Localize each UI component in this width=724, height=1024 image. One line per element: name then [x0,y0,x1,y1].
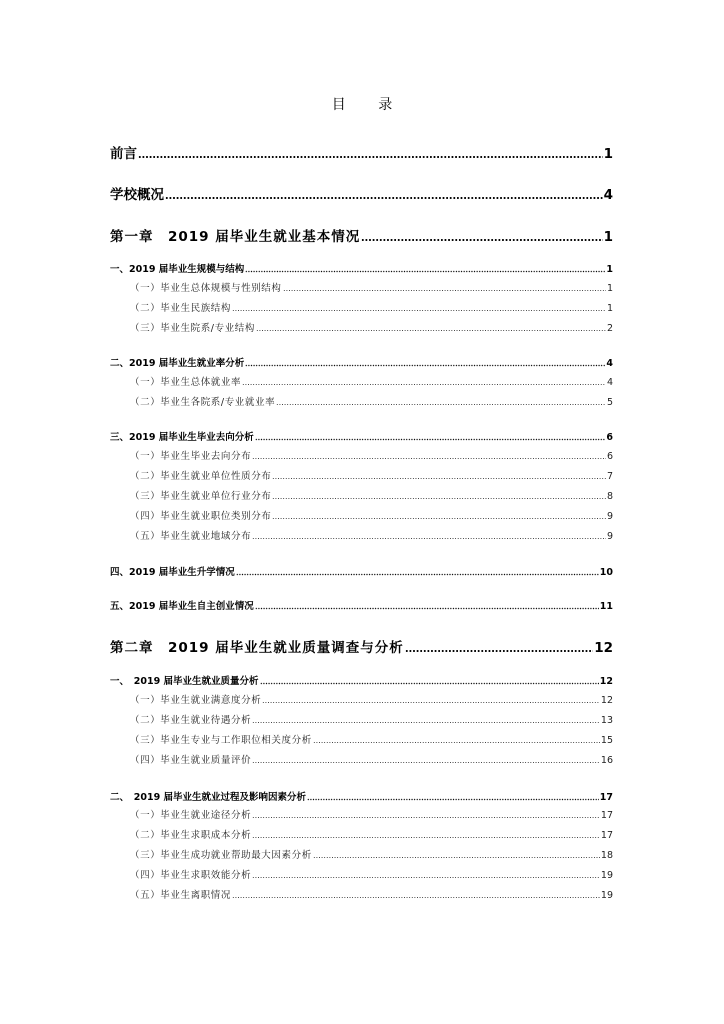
toc-entry-page: 1 [603,146,613,162]
leader-dots [245,363,605,367]
leader-dots [252,536,606,540]
toc-entry-subsection[interactable] [130,712,613,726]
leader-dots [252,720,600,724]
leader-dots [256,328,606,332]
leader-dots [252,835,600,839]
toc-entry-label: （二）毕业生各院系/专业就业率 [130,397,276,408]
toc-entry-chapter-2[interactable] [110,636,613,656]
toc-entry-label: （一）毕业生就业满意度分析 [130,695,262,706]
toc-entry-page: 1 [606,283,613,294]
toc-entry-page: 2 [606,323,613,334]
toc-entry-section[interactable] [110,355,613,369]
toc-entry-label: 一、 2019 届毕业生就业质量分析 [110,676,259,687]
leader-dots [242,382,606,386]
toc-entry-page: 12 [599,676,613,687]
toc-entry-label: 学校概况 [110,187,164,203]
toc-entry-page: 1 [606,264,613,275]
toc-entry-page: 10 [599,567,613,578]
toc-entry-label: （五）毕业生离职情况 [130,890,232,901]
toc-entry-label: 二、2019 届毕业生就业率分析 [110,358,245,369]
toc-entry-page: 4 [606,358,613,369]
toc-entry-school-overview[interactable] [110,183,613,203]
toc-entry-subsection[interactable] [130,448,613,462]
toc-entry-page: 13 [600,715,613,726]
leader-dots [236,572,599,576]
toc-entry-label: （四）毕业生就业职位类别分布 [130,511,272,522]
leader-dots [272,496,606,500]
toc-entry-section[interactable] [110,564,613,578]
toc-entry-label: （一）毕业生就业途径分析 [130,810,252,821]
toc-entry-chapter-1[interactable] [110,225,613,245]
toc-entry-subsection[interactable] [130,732,613,746]
leader-dots [276,402,606,406]
toc-entry-label: 三、2019 届毕业生毕业去向分析 [110,432,254,443]
toc-entry-subsection[interactable] [130,807,613,821]
leader-dots [245,269,605,273]
toc-entry-page: 1 [606,303,613,314]
leader-dots [405,649,593,653]
toc-entry-page: 9 [606,531,613,542]
toc-entry-page: 12 [600,695,613,706]
toc-entry-label: （四）毕业生就业质量评价 [130,755,252,766]
toc-entry-subsection[interactable] [130,867,613,881]
leader-dots [272,516,606,520]
leader-dots [255,606,599,610]
leader-dots [313,740,600,744]
leader-dots [252,760,600,764]
toc-entry-subsection[interactable] [130,280,613,294]
toc-entry-page: 9 [606,511,613,522]
toc-entry-section[interactable] [110,673,613,687]
toc-entry-page: 15 [600,735,613,746]
toc-entry-subsection[interactable] [130,468,613,482]
toc-entry-subsection[interactable] [130,320,613,334]
toc-entry-page: 4 [603,187,613,203]
toc-entry-label: 前言 [110,146,137,162]
leader-dots [165,196,603,200]
toc-entry-subsection[interactable] [130,827,613,841]
toc-entry-section[interactable] [110,598,613,612]
toc-entry-subsection[interactable] [130,847,613,861]
toc-entry-section[interactable] [110,261,613,275]
leader-dots [252,456,606,460]
leader-dots [252,815,600,819]
toc-entry-page: 4 [606,377,613,388]
leader-dots [260,681,599,685]
toc-entry-subsection[interactable] [130,488,613,502]
toc-entry-label: （一）毕业生总体规模与性别结构 [130,283,282,294]
toc-entry-label: 第二章 2019 届毕业生就业质量调查与分析 [110,640,404,656]
toc-entry-label: （四）毕业生求职效能分析 [130,870,252,881]
toc-entry-page: 17 [600,810,613,821]
toc-entry-subsection[interactable] [130,887,613,901]
toc-entry-preface[interactable] [110,142,613,162]
toc-entry-subsection[interactable] [130,752,613,766]
toc-entry-page: 6 [606,432,613,443]
toc-entry-subsection[interactable] [130,394,613,408]
toc-entry-subsection[interactable] [130,300,613,314]
leader-dots [232,308,606,312]
toc-entry-page: 19 [600,890,613,901]
toc-entry-label: （一）毕业生总体就业率 [130,377,242,388]
toc-entry-page: 16 [600,755,613,766]
leader-dots [272,476,606,480]
toc-entry-label: （二）毕业生求职成本分析 [130,830,252,841]
toc-entry-page: 17 [599,792,613,803]
toc-entry-page: 12 [594,640,613,656]
toc-entry-label: （一）毕业生毕业去向分布 [130,451,252,462]
toc-entry-page: 5 [606,397,613,408]
leader-dots [313,855,600,859]
toc-entry-label: （三）毕业生成功就业帮助最大因素分析 [130,850,312,861]
toc-entry-section[interactable] [110,429,613,443]
toc-entry-page: 8 [606,491,613,502]
leader-dots [138,155,603,159]
toc-entry-label: 二、 2019 届毕业生就业过程及影响因素分析 [110,792,306,803]
leader-dots [232,895,600,899]
toc-title: 目 录 [331,97,407,113]
toc-entry-page: 1 [603,229,613,245]
toc-entry-label: （二）毕业生就业单位性质分布 [130,471,272,482]
toc-entry-page: 18 [600,850,613,861]
leader-dots [262,700,600,704]
toc-entry-label: 第一章 2019 届毕业生就业基本情况 [110,229,361,245]
toc-entry-label: 一、2019 届毕业生规模与结构 [110,264,245,275]
toc-entry-subsection[interactable] [130,692,613,706]
leader-dots [283,288,606,292]
toc-entry-page: 19 [600,870,613,881]
toc-entry-subsection[interactable] [130,374,613,388]
toc-entry-label: 四、2019 届毕业生升学情况 [110,567,235,578]
toc-entry-label: （二）毕业生民族结构 [130,303,232,314]
toc-entry-page: 17 [600,830,613,841]
toc-entry-label: （三）毕业生院系/专业结构 [130,323,256,334]
toc-entry-label: （五）毕业生就业地域分布 [130,531,252,542]
toc-entry-section[interactable] [110,789,613,803]
toc-entry-subsection[interactable] [130,508,613,522]
toc-entry-page: 7 [606,471,613,482]
toc-entry-label: （三）毕业生专业与工作职位相关度分析 [130,735,312,746]
toc-entry-label: （三）毕业生就业单位行业分布 [130,491,272,502]
toc-entry-page: 6 [606,451,613,462]
leader-dots [252,875,600,879]
leader-dots [255,437,606,441]
toc-entry-label: 五、2019 届毕业生自主创业情况 [110,601,254,612]
toc-entry-label: （二）毕业生就业待遇分析 [130,715,252,726]
toc-entry-page: 11 [599,601,613,612]
leader-dots [361,238,602,242]
leader-dots [307,797,599,801]
toc-entry-subsection[interactable] [130,528,613,542]
